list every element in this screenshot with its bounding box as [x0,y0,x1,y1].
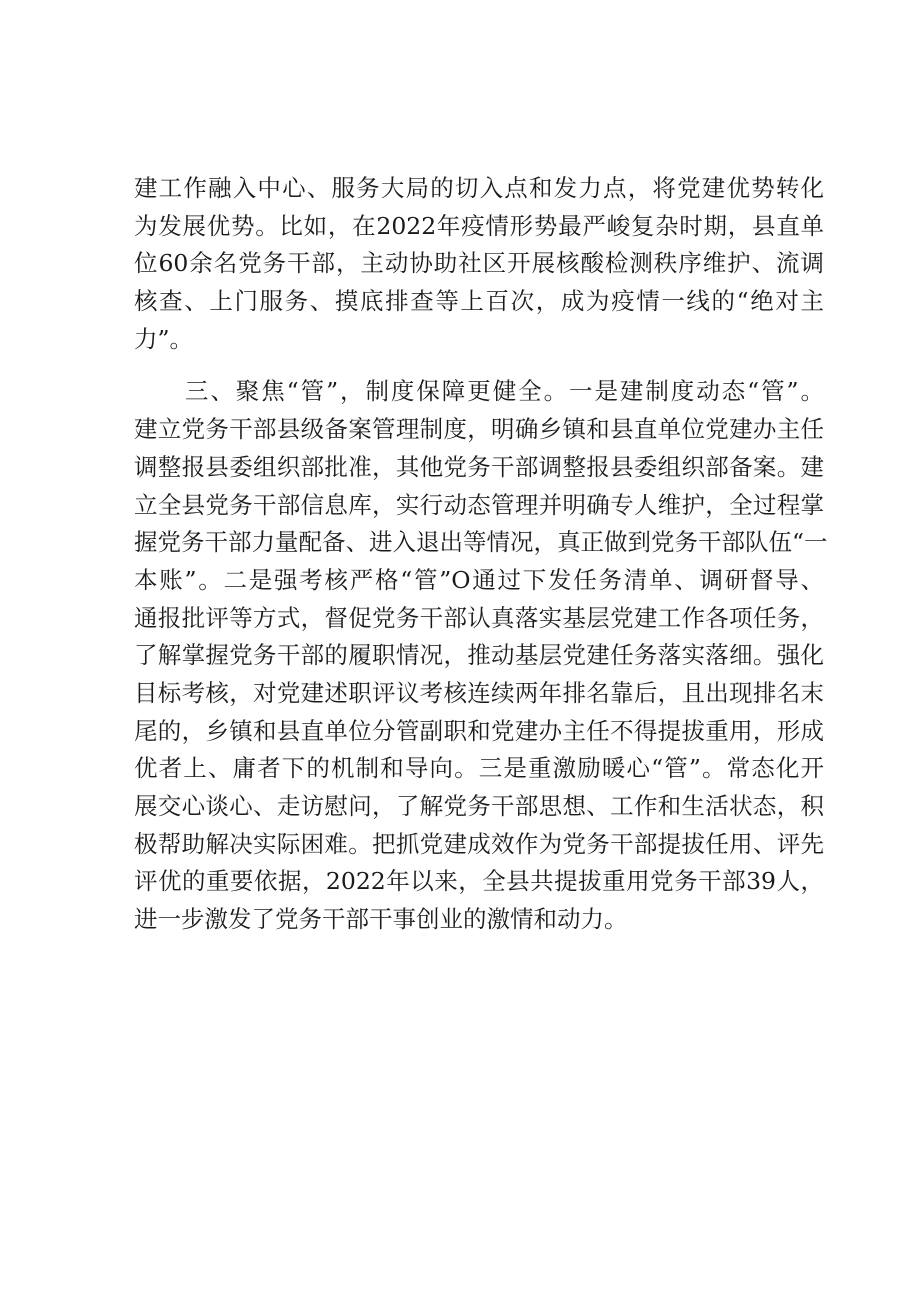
text-line: 优者上、庸者下的机制和导向。三是重激励暖心“管”。常态化开 [134,754,824,783]
text-line: 为发展优势。比如，在2022年疫情形势最严峻复杂时期，县直单 [134,211,824,240]
text-line: 建立党务干部县级备案管理制度，明确乡镇和县直单位党建办主任 [134,415,824,444]
text-line: 尾的，乡镇和县直单位分管副职和党建办主任不得提拔重用，形成 [134,716,824,745]
text-line: 极帮助解决实际困难。把抓党建成效作为党务干部提拔任用、评先 [134,829,824,858]
text-line: 握党务干部力量配备、进入退出等情况，真正做到党务干部队伍“一 [134,528,828,557]
text-line: 目标考核，对党建述职评议考核连续两年排名靠后，且出现排名末 [134,678,824,707]
paragraph-1 [134,170,824,358]
text-line: 核查、上门服务、摸底排查等上百次，成为疫情一线的“绝对主 [134,287,824,316]
text-line: 力”。 [134,324,194,353]
text-line: 调整报县委组织部批准，其他党务干部调整报县委组织部备案。建 [134,452,824,481]
text-line: 建工作融入中心、服务大局的切入点和发力点，将党建优势转化 [134,174,824,202]
text-line: 进一步激发了党务干部干事创业的激情和动力。 [134,905,628,934]
text-line: 展交心谈心、走访慰问，了解党务干部思想、工作和生活状态，积 [134,792,824,820]
text-line: 通报批评等方式，督促党务干部认真落实基层党建工作各项任务， [134,603,824,632]
text-line: 立全县党务干部信息库，实行动态管理并明确专人维护，全过程掌 [134,490,824,519]
text-line: 本账”。二是强考核严格“管”O通过下发任务清单、调研督导、 [134,565,824,594]
text-line: 三、聚焦“管”，制度保障更健全。一是建制度动态“管”。 [134,377,824,406]
text-line: 评优的重要依据，2022年以来，全县共提拔重用党务干部39人， [134,867,824,896]
paragraph-2 [134,373,828,938]
text-line: 了解掌握党务干部的履职情况，推动基层党建任务落实落细。强化 [134,641,824,670]
text-line: 位60余名党务干部，主动协助社区开展核酸检测秩序维护、流调 [134,249,824,278]
body-text [134,170,828,939]
